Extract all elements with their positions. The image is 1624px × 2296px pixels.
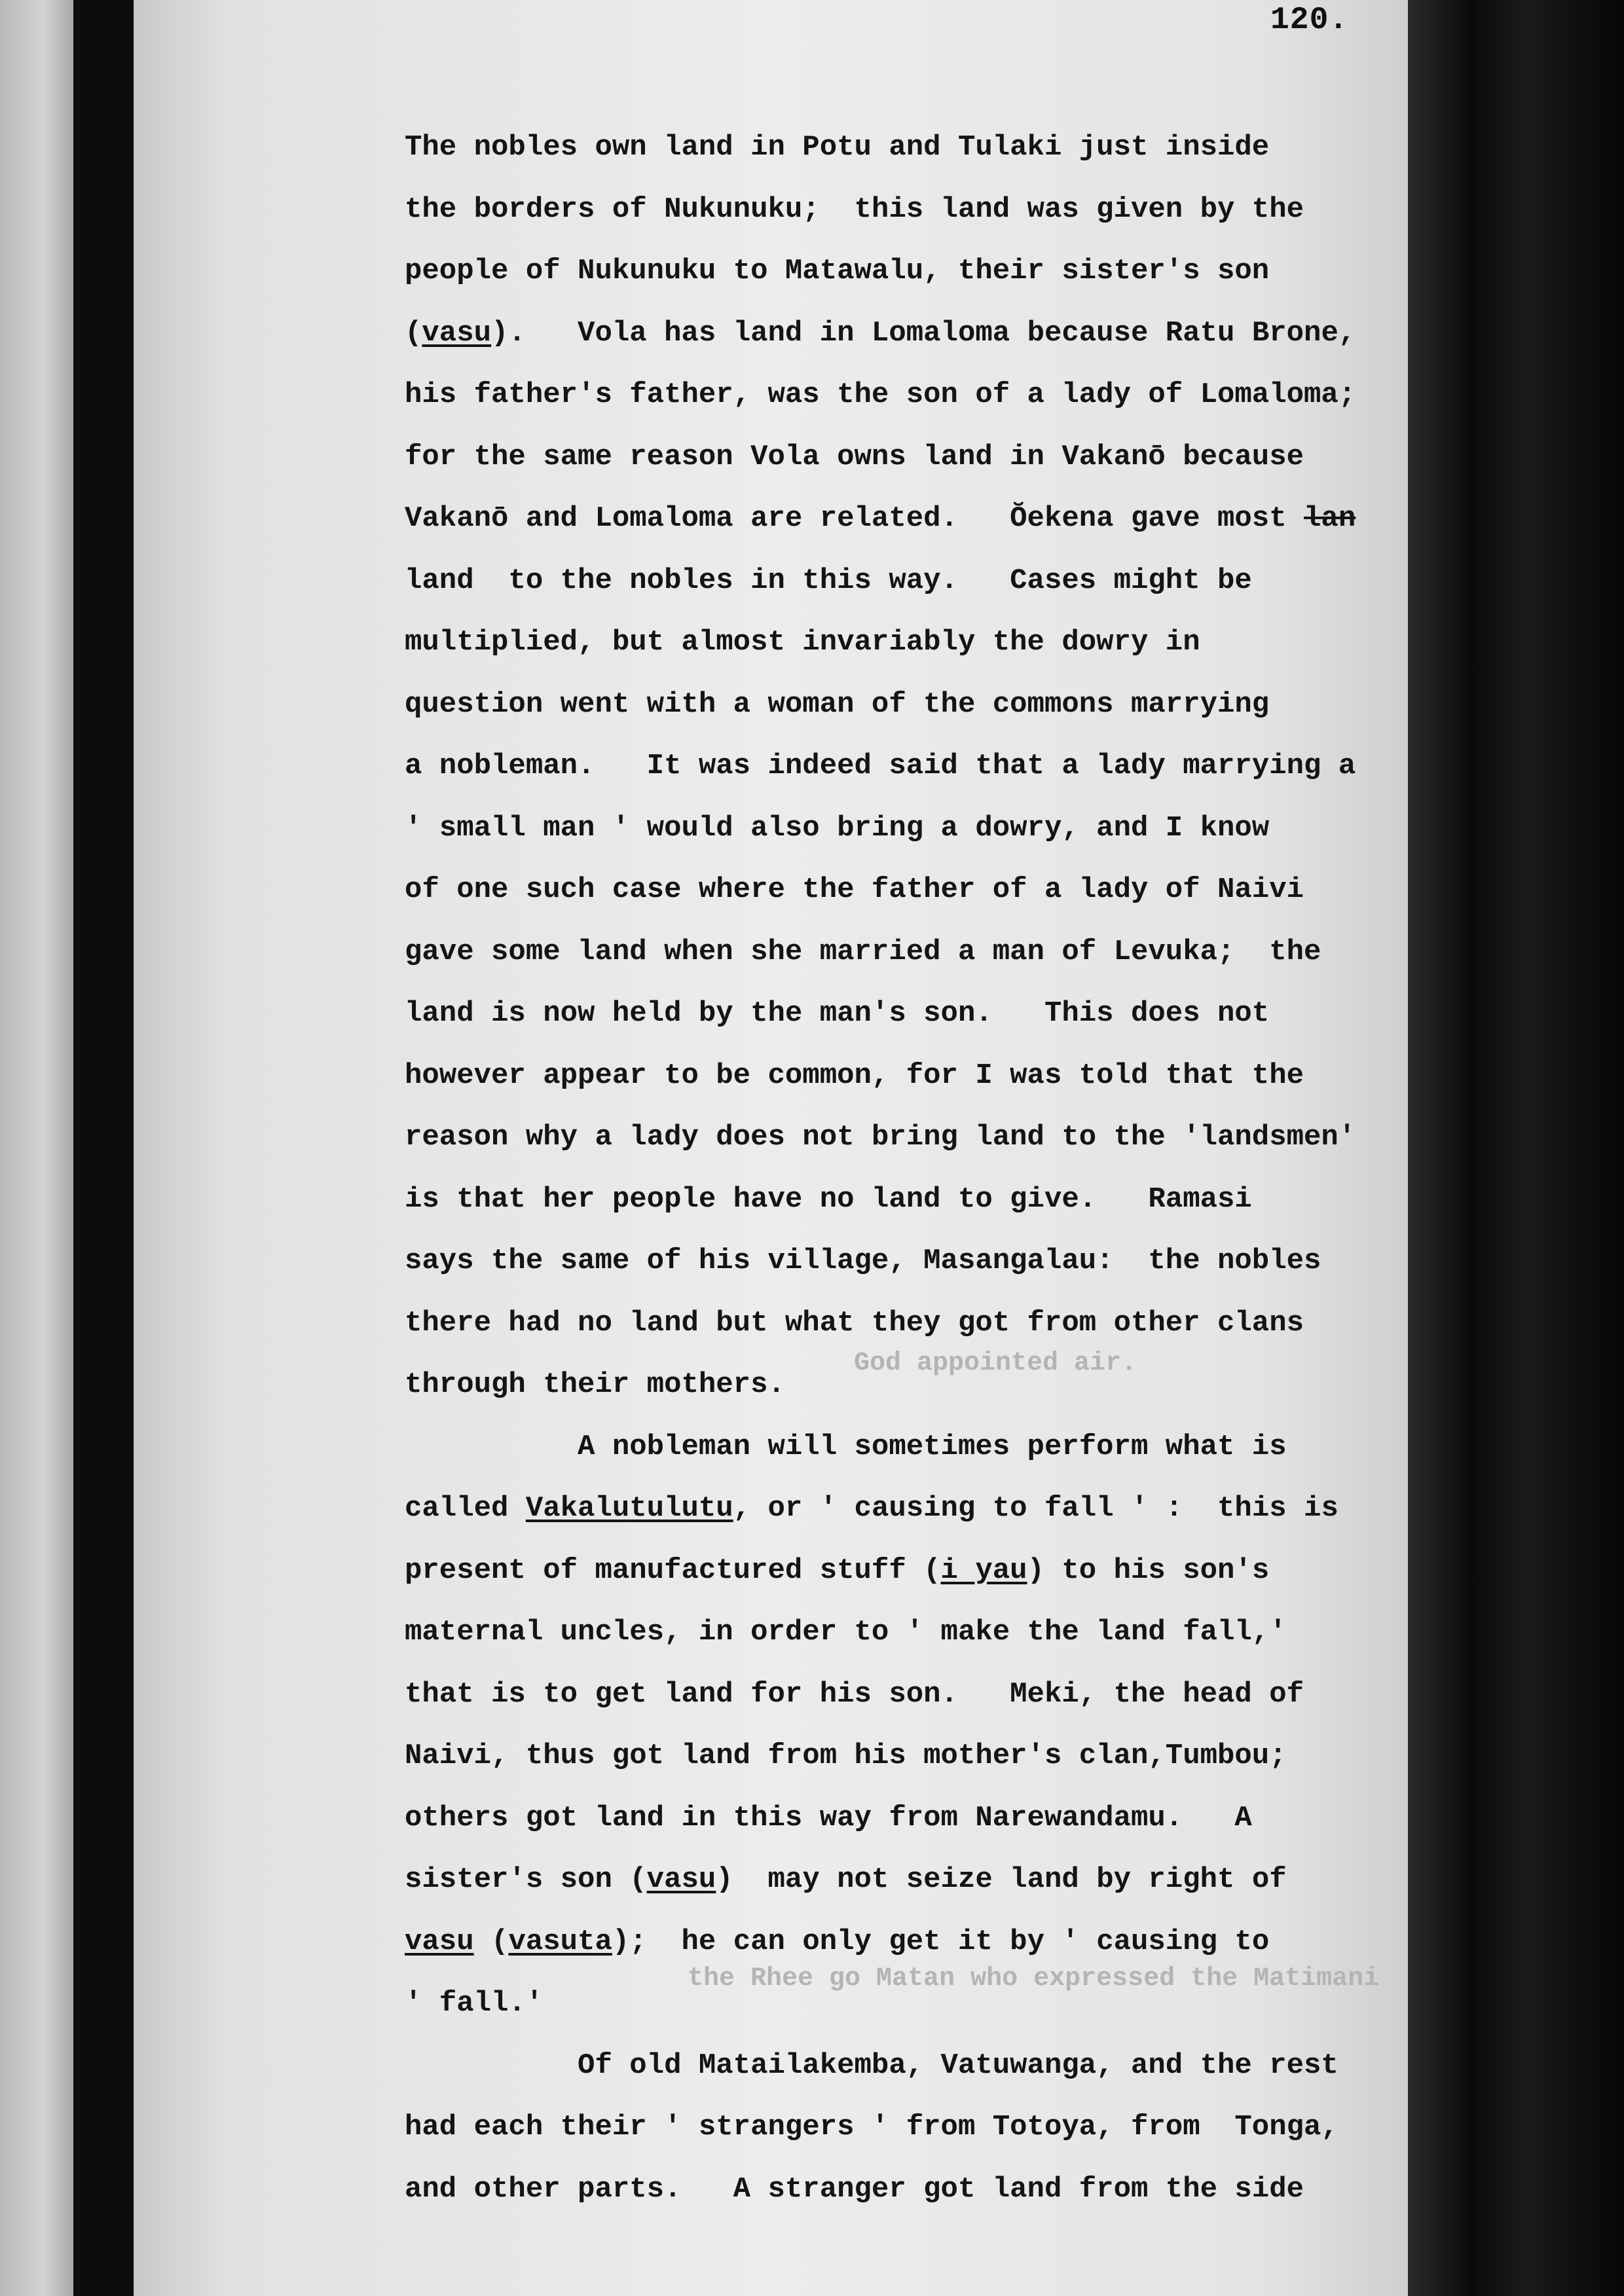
text-segment: for the same reason Vola owns land in Vakanō because (405, 440, 1304, 473)
text-segment: that is to get land for his son. Meki, the head of (405, 1677, 1304, 1711)
text-segment: others got land in this way from Narewandamu. A (405, 1801, 1252, 1834)
text-line (405, 1292, 1400, 1355)
text-segment: Of old Matailakemba, Vatuwanga, and the rest (405, 2049, 1338, 2082)
text-segment: the borders of Nukunuku; this land was given by the (405, 192, 1304, 226)
bleed-through-text: God appointed air. (838, 1349, 1137, 1378)
page-number: 120. (1270, 3, 1349, 38)
text-line (405, 1478, 1400, 1540)
bleed-through-text: the Rhee go Matan who expressed the Matimani (688, 1964, 1380, 1994)
text-segment: ); he can only get it by ' causing to (612, 1925, 1270, 1958)
text-segment: of one such case where the father of a lady of Naivi (405, 873, 1304, 906)
text-segment: ). Vola has land in Lomaloma because Ratu Brone, (491, 316, 1356, 350)
text-line (405, 735, 1400, 797)
text-segment: ( (405, 316, 422, 350)
text-segment: however appear to be common, for I was told that the (405, 1059, 1304, 1092)
text-line (405, 364, 1400, 426)
text-line (405, 1416, 1400, 1478)
text-line (405, 983, 1400, 1045)
text-line (405, 550, 1400, 612)
text-segment: people of Nukunuku to Matawalu, their sister's son (405, 255, 1270, 287)
text-line (405, 1601, 1400, 1664)
text-segment: Naivi, thus got land from his mother's clan,Tumbou; (405, 1740, 1287, 1772)
text-segment: , or ' causing to fall ' : this is (733, 1492, 1338, 1525)
text-segment: sister's son ( (405, 1863, 647, 1896)
scan-left-margin (0, 0, 73, 2296)
text-segment: through their mothers. (405, 1368, 785, 1401)
text-segment: his father's father, was the son of a lady of Lomaloma; (405, 378, 1356, 411)
text-segment: ) to his son's (1027, 1554, 1270, 1587)
binding-shadow (73, 0, 134, 2296)
text-segment: ' fall.' (405, 1987, 544, 2020)
text-line (405, 240, 1400, 302)
underlined-term: i yau (940, 1554, 1027, 1587)
text-line (405, 179, 1400, 241)
text-line (405, 1973, 1400, 2035)
text-line (405, 1106, 1400, 1169)
text-line (405, 1045, 1400, 1107)
text-line (405, 1911, 1400, 1973)
text-segment: had each their ' strangers ' from Totoya, from Tonga, (405, 2111, 1338, 2143)
text-line (405, 2159, 1400, 2221)
text-segment: a nobleman. It was indeed said that a lady marrying a (405, 750, 1356, 782)
text-segment: land to the nobles in this way. Cases might be (405, 564, 1252, 597)
document-body (405, 117, 1400, 2220)
text-line (405, 1849, 1400, 1911)
text-segment: The nobles own land in Potu and Tulaki just inside (405, 131, 1270, 164)
text-segment: maternal uncles, in order to ' make the land fall,' (405, 1616, 1287, 1649)
text-segment: multiplied, but almost invariably the dowry in (405, 626, 1200, 659)
text-segment: says the same of his village, Masangalau: the nobles (405, 1245, 1321, 1277)
text-segment: there had no land but what they got from other clans (405, 1306, 1304, 1339)
text-line (405, 611, 1400, 674)
text-line (405, 1169, 1400, 1231)
text-segment: ) may not seize land by right of (716, 1863, 1287, 1896)
text-line (405, 1354, 1400, 1416)
underlined-term: Vakalutulutu (525, 1492, 733, 1525)
text-segment: called (405, 1492, 526, 1525)
text-line (405, 1230, 1400, 1292)
text-segment: reason why a lady does not bring land to the 'landsmen' (405, 1121, 1356, 1154)
text-line (405, 426, 1400, 488)
text-line (405, 1725, 1400, 1787)
text-line (405, 674, 1400, 736)
text-segment: question went with a woman of the commons marrying (405, 687, 1270, 721)
text-line (405, 797, 1400, 860)
scan-right-edge (1408, 0, 1624, 2296)
text-segment: A nobleman will sometimes perform what is (405, 1430, 1287, 1463)
text-line (405, 2096, 1400, 2159)
text-segment: land is now held by the man's son. This does not (405, 997, 1270, 1030)
text-line (405, 1540, 1400, 1602)
text-segment: and other parts. A stranger got land from the side (405, 2172, 1304, 2206)
text-segment: present of manufactured stuff ( (405, 1554, 941, 1587)
struck-text: lan (1304, 502, 1356, 535)
text-segment: ( (473, 1925, 509, 1958)
text-line (405, 117, 1400, 179)
underlined-term: vasuta (508, 1925, 612, 1958)
text-segment: ' small man ' would also bring a dowry, and I know (405, 811, 1270, 845)
text-segment: is that her people have no land to give. Ramasi (405, 1182, 1252, 1216)
text-line (405, 488, 1400, 550)
underlined-term: vasu (646, 1863, 716, 1896)
underlined-term: vasu (405, 1925, 474, 1958)
text-line (405, 302, 1400, 365)
text-line (405, 921, 1400, 983)
text-segment: Vakanō and Lomaloma are related. Ŏekena gave most (405, 502, 1304, 535)
text-line (405, 1787, 1400, 1850)
underlined-term: vasu (422, 316, 492, 350)
text-segment: gave some land when she married a man of Levuka; the (405, 935, 1321, 968)
text-line (405, 1664, 1400, 1726)
text-line (405, 2035, 1400, 2097)
text-line (405, 859, 1400, 921)
